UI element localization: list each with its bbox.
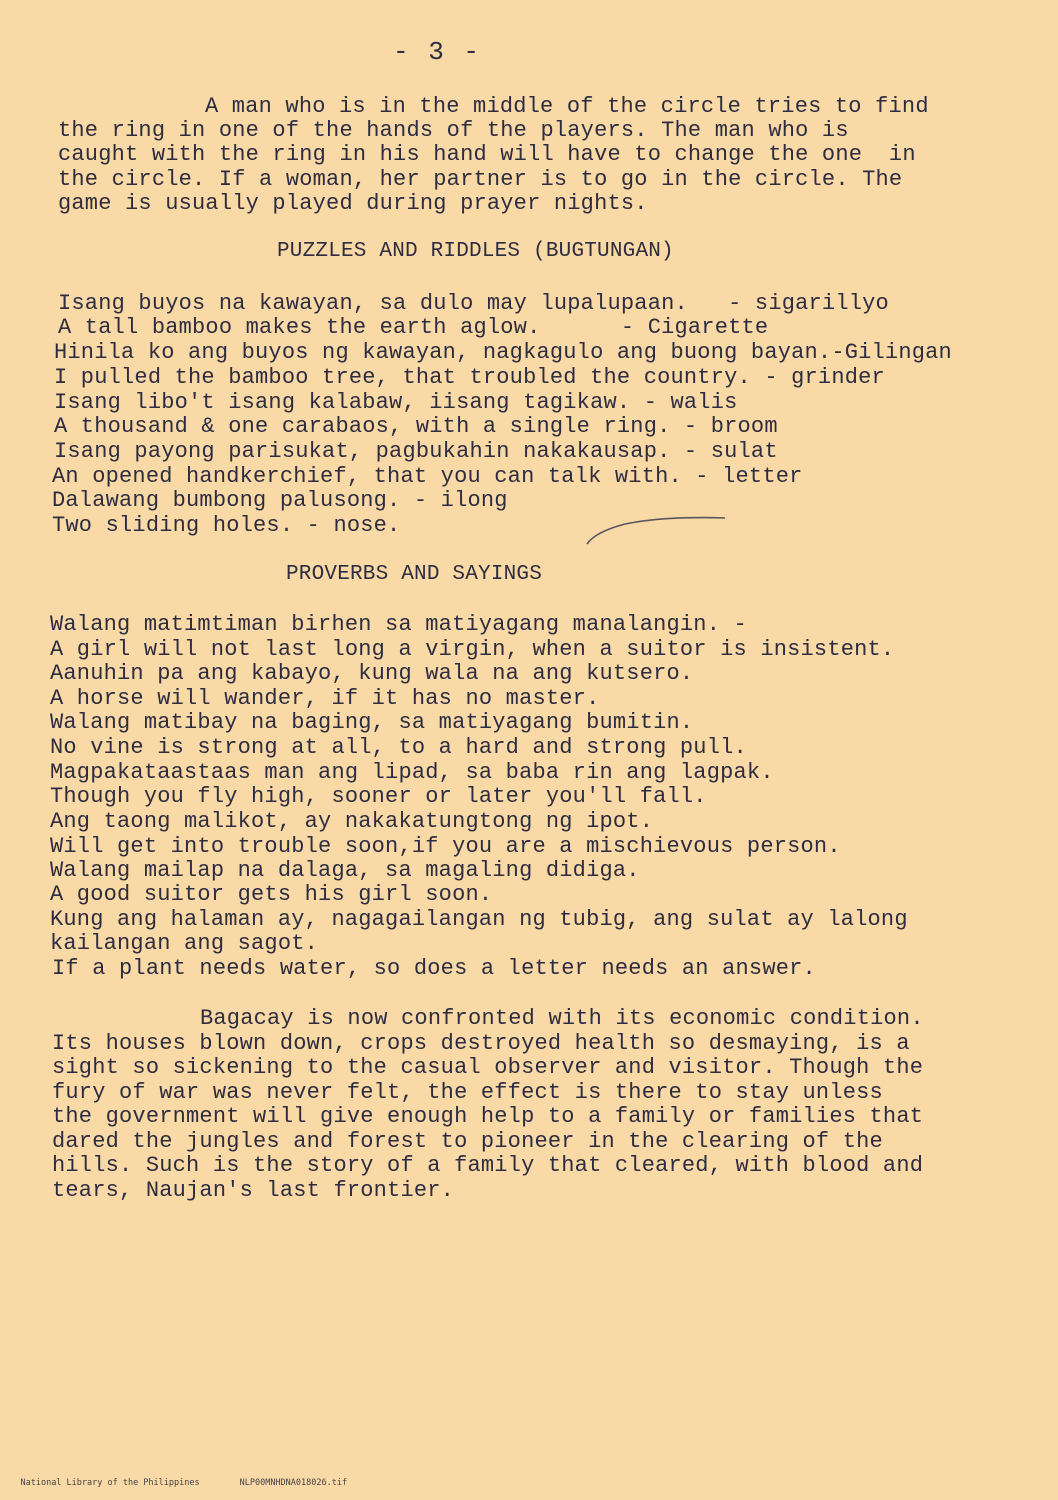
closing-line: fury of war was never felt, the effect is there to stay unless — [52, 1080, 883, 1105]
proverb-line: A horse will wander, if it has no master. — [50, 686, 600, 711]
proverb-line: Will get into trouble soon,if you are a mischievous person. — [50, 834, 841, 859]
proverb-line: Walang mailap na dalaga, sa magaling didiga. — [50, 858, 640, 883]
closing-line: dared the jungles and forest to pioneer in the clearing of the — [52, 1129, 883, 1154]
proverb-line: Though you fly high, sooner or later you'll fall. — [50, 784, 707, 809]
proverb-line: Aanuhin pa ang kabayo, kung wala na ang kutsero. — [50, 661, 694, 686]
proverb-line: If a plant needs water, so does a letter needs an answer. — [52, 956, 816, 981]
riddle-line: Isang payong parisukat, pagbukahin nakakausap. - sulat — [54, 439, 778, 464]
proverb-line: Ang taong malikot, ay nakakatungtong ng ipot. — [50, 809, 654, 834]
proverb-line: A girl will not last long a virgin, when a suitor is insistent. — [50, 637, 895, 662]
closing-line: Bagacay is now confronted with its economic condition. — [200, 1006, 924, 1031]
closing-line: the government will give enough help to a family or families that — [52, 1104, 924, 1129]
proverb-line: Magpakataastaas man ang lipad, sa baba rin ang lagpak. — [50, 760, 774, 785]
page-number: - 3 - — [393, 37, 482, 67]
intro-line: game is usually played during prayer nights. — [58, 191, 648, 216]
proverbs-heading: PROVERBS AND SAYINGS — [286, 563, 543, 586]
pen-stroke-mark — [585, 510, 745, 550]
riddle-line: I pulled the bamboo tree, that troubled the country. - grinder — [54, 365, 885, 390]
scan-footer — [0, 1468, 387, 1498]
riddle-line: Isang buyos na kawayan, sa dulo may lupalupaan. - sigarillyo — [58, 291, 889, 316]
closing-line: sight so sickening to the casual observer and visitor. Though the — [52, 1055, 924, 1080]
riddle-line: Two sliding holes. - nose. — [52, 513, 401, 538]
intro-line: caught with the ring in his hand will have to change the one in — [58, 142, 916, 167]
proverb-line: No vine is strong at all, to a hard and strong pull. — [50, 735, 747, 760]
intro-line: A man who is in the middle of the circle tries to find — [205, 94, 929, 119]
proverb-line: Kung ang halaman ay, nagagailangan ng tubig, ang sulat ay lalong — [50, 907, 908, 932]
closing-line: tears, Naujan's last frontier. — [52, 1178, 455, 1203]
riddle-line: An opened handkerchief, that you can talk with. - letter — [52, 464, 803, 489]
proverb-line: kailangan ang sagot. — [50, 931, 319, 956]
riddle-line: Isang libo't isang kalabaw, iisang tagikaw. - walis — [54, 390, 738, 415]
footer-institution: National Library of the Philippines — [20, 1478, 200, 1488]
footer-filename: NLP00MNHDNA018026.tif — [239, 1478, 348, 1488]
intro-line: the circle. If a woman, her partner is to go in the circle. The — [58, 167, 903, 192]
riddle-line: A thousand & one carabaos, with a single ring. - broom — [54, 414, 778, 439]
proverb-line: Walang matibay na baging, sa matiyagang bumitin. — [50, 710, 694, 735]
intro-line: the ring in one of the hands of the players. The man who is — [58, 118, 849, 143]
closing-line: Its houses blown down, crops destroyed health so desmaying, is a — [52, 1031, 910, 1056]
closing-line: hills. Such is the story of a family that cleared, with blood and — [52, 1153, 924, 1178]
proverb-line: A good suitor gets his girl soon. — [50, 882, 493, 907]
riddle-line: A tall bamboo makes the earth aglow. - Cigarette — [58, 315, 769, 340]
riddles-heading: PUZZLES AND RIDDLES (BUGTUNGAN) — [277, 240, 674, 263]
proverb-line: Walang matimtiman birhen sa matiyagang manalangin. - — [50, 612, 747, 637]
riddle-line: Hinila ko ang buyos ng kawayan, nagkagulo ang buong bayan.-Gilingan — [54, 340, 952, 365]
riddle-line: Dalawang bumbong palusong. - ilong — [52, 488, 508, 513]
